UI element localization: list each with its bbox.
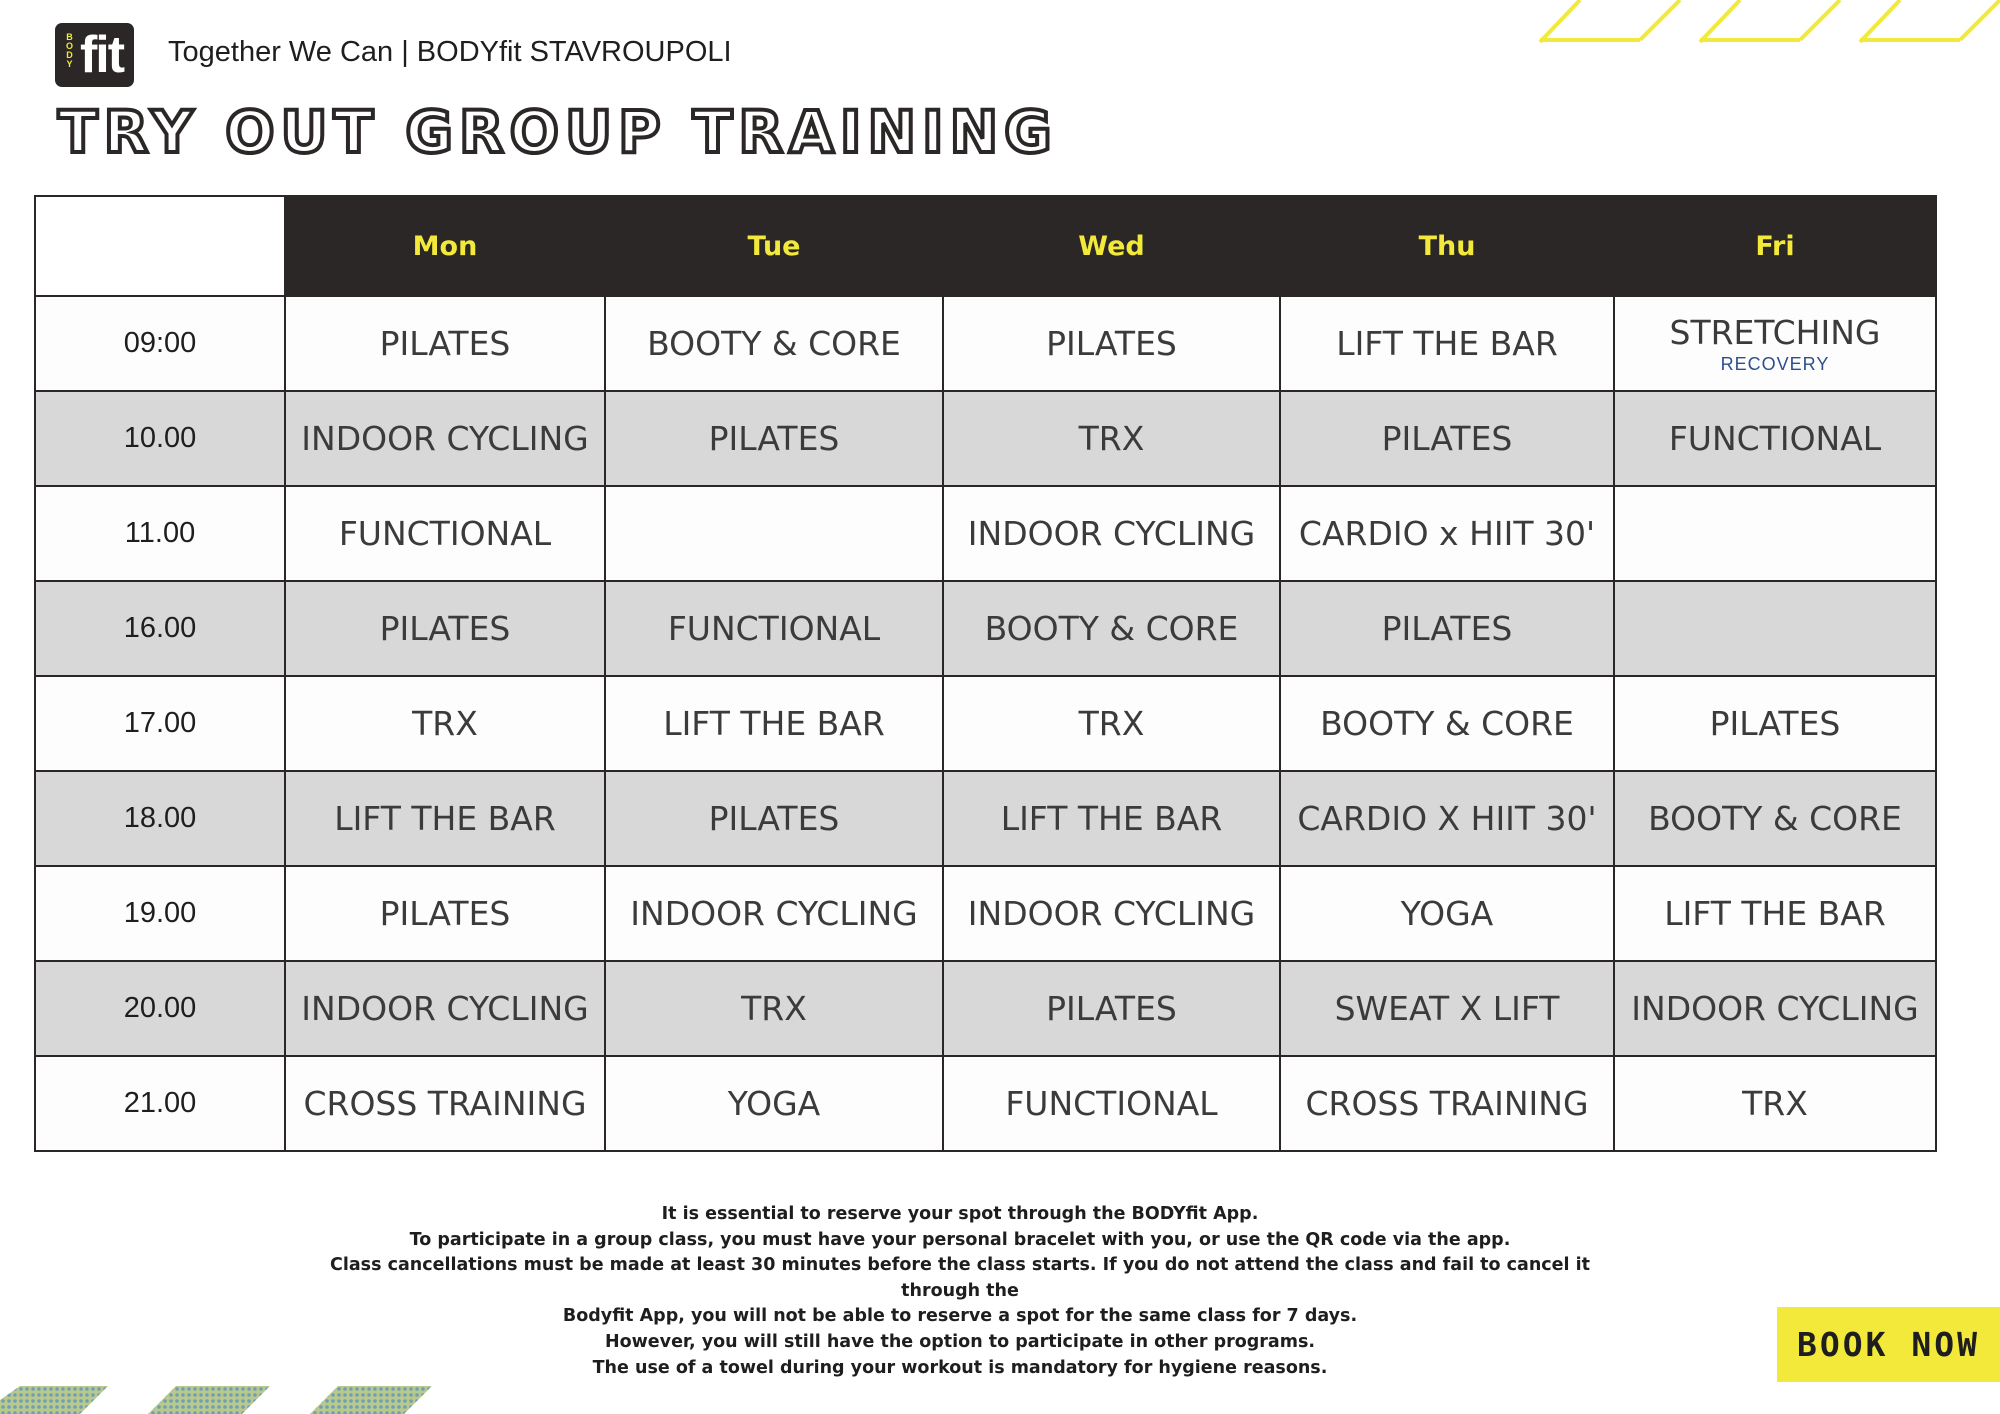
table-row — [35, 486, 1936, 581]
note-line: Class cancellations must be made at least 30 minutes before the class starts. If you do not attend the class and fail to cancel it through the — [330, 1255, 1590, 1301]
class-cell: BOOTY & CORE — [605, 296, 943, 391]
class-cell: PILATES — [943, 296, 1280, 391]
table-row — [35, 676, 1936, 771]
class-cell: LIFT THE BAR — [1614, 866, 1936, 961]
note-line: Bodyfit App, you will not be able to reserve a spot for the same class for 7 days. — [562, 1306, 1358, 1327]
table-row — [35, 961, 1936, 1056]
time-cell: 19.00 — [35, 866, 285, 961]
table-row — [35, 391, 1936, 486]
class-name: STRETCHING — [1669, 312, 1881, 352]
note-line: It is essential to reserve your spot through the BODYfit App. — [661, 1204, 1259, 1224]
class-cell: YOGA — [605, 1056, 943, 1151]
tagline: Together We Can | BODYfit STAVROUPOLI — [168, 36, 732, 68]
class-cell: FUNCTIONAL — [943, 1056, 1280, 1151]
class-cell: TRX — [605, 961, 943, 1056]
time-cell: 18.00 — [35, 771, 285, 866]
time-cell: 17.00 — [35, 676, 285, 771]
class-cell: INDOOR CYCLING — [943, 486, 1280, 581]
time-cell: 16.00 — [35, 581, 285, 676]
class-cell: YOGA — [1280, 866, 1614, 961]
class-cell-with-sub — [1614, 296, 1936, 391]
class-cell: PILATES — [605, 771, 943, 866]
class-cell: TRX — [285, 676, 605, 771]
table-row — [35, 1056, 1936, 1151]
booking-notes — [300, 1202, 1620, 1381]
class-cell: TRX — [943, 391, 1280, 486]
class-cell — [1614, 581, 1936, 676]
class-cell: LIFT THE BAR — [1280, 296, 1614, 391]
class-cell: FUNCTIONAL — [285, 486, 605, 581]
class-cell: INDOOR CYCLING — [285, 961, 605, 1056]
time-cell: 21.00 — [35, 1056, 285, 1151]
class-cell: LIFT THE BAR — [605, 676, 943, 771]
class-cell: BOOTY & CORE — [1280, 676, 1614, 771]
day-header-tue: Tue — [605, 196, 943, 296]
class-cell: FUNCTIONAL — [605, 581, 943, 676]
decorative-dotted-stripes-bottom — [0, 1380, 460, 1414]
time-cell: 11.00 — [35, 486, 285, 581]
schedule-header-row — [35, 196, 1936, 296]
table-row — [35, 296, 1936, 391]
time-cell: 20.00 — [35, 961, 285, 1056]
class-cell: BOOTY & CORE — [1614, 771, 1936, 866]
class-cell: INDOOR CYCLING — [943, 866, 1280, 961]
day-header-fri: Fri — [1614, 196, 1936, 296]
class-cell: BOOTY & CORE — [943, 581, 1280, 676]
class-cell: PILATES — [285, 866, 605, 961]
note-line: However, you will still have the option to participate in other programs. — [604, 1331, 1316, 1352]
class-cell: LIFT THE BAR — [943, 771, 1280, 866]
decorative-stripes-top — [1530, 0, 2000, 45]
table-row — [35, 866, 1936, 961]
class-cell: TRX — [1614, 1056, 1936, 1151]
note-line: The use of a towel during your workout is mandatory for hygiene reasons. — [592, 1357, 1328, 1378]
class-cell — [605, 486, 943, 581]
book-now-button[interactable]: BOOK NOW — [1777, 1307, 2000, 1382]
class-cell: INDOOR CYCLING — [285, 391, 605, 486]
class-cell: PILATES — [285, 581, 605, 676]
class-cell: INDOOR CYCLING — [605, 866, 943, 961]
class-cell: PILATES — [605, 391, 943, 486]
logo-body-text: BODY — [65, 32, 73, 69]
day-header-wed: Wed — [943, 196, 1280, 296]
class-cell: SWEAT X LIFT — [1280, 961, 1614, 1056]
day-header-thu: Thu — [1280, 196, 1614, 296]
class-cell: CROSS TRAINING — [285, 1056, 605, 1151]
class-cell: PILATES — [285, 296, 605, 391]
table-row — [35, 771, 1936, 866]
logo-fit-text: fit — [79, 26, 124, 84]
class-cell: PILATES — [1280, 391, 1614, 486]
bodyfit-logo — [55, 23, 134, 87]
class-cell: INDOOR CYCLING — [1614, 961, 1936, 1056]
class-cell: CARDIO x HIIT 30' — [1280, 486, 1614, 581]
page-title: TRY OUT GROUP TRAINING — [58, 98, 1058, 166]
day-header-mon: Mon — [285, 196, 605, 296]
table-row — [35, 581, 1936, 676]
time-cell: 09:00 — [35, 296, 285, 391]
class-cell: CARDIO X HIIT 30' — [1280, 771, 1614, 866]
class-cell: PILATES — [1280, 581, 1614, 676]
class-cell: TRX — [943, 676, 1280, 771]
class-cell: PILATES — [943, 961, 1280, 1056]
class-cell: FUNCTIONAL — [1614, 391, 1936, 486]
class-cell: PILATES — [1614, 676, 1936, 771]
class-cell: CROSS TRAINING — [1280, 1056, 1614, 1151]
class-cell — [1614, 486, 1936, 581]
schedule-corner-cell — [35, 196, 285, 296]
class-sub-label: RECOVERY — [1720, 353, 1830, 374]
class-schedule-table — [34, 195, 1937, 1152]
time-cell: 10.00 — [35, 391, 285, 486]
note-line: To participate in a group class, you must have your personal bracelet with you, or use the QR code via the app. — [409, 1229, 1511, 1250]
class-cell: LIFT THE BAR — [285, 771, 605, 866]
